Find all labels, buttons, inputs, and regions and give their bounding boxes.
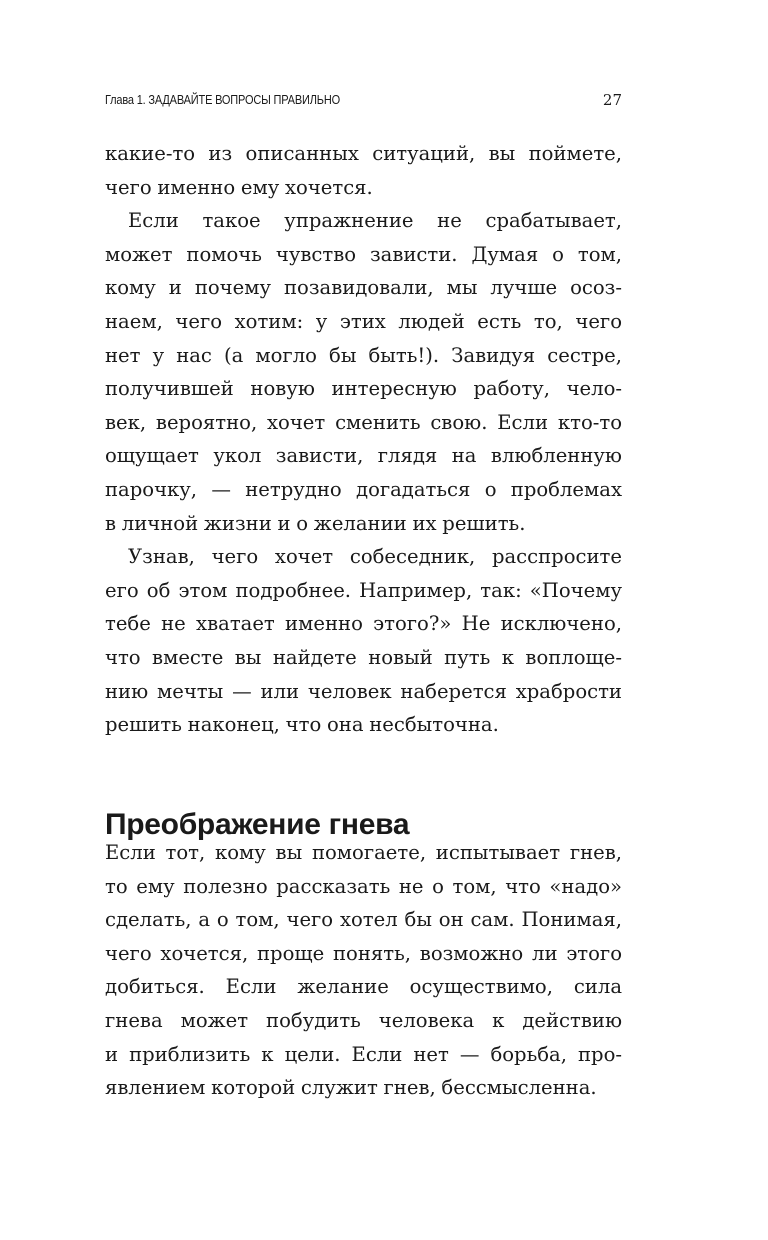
running-head [105, 93, 622, 115]
body-text-block-2 [105, 836, 622, 1105]
text-line: гнева может побудить человека к действию [105, 1008, 622, 1032]
text-line: сделать, а о том, чего хотел бы он сам. Понимая, [105, 908, 622, 932]
text-line: век, вероятно, хочет сменить свою. Если кто-то [105, 410, 622, 434]
text-line: нет у нас (а могло бы быть!). Завидуя сестре, [105, 343, 622, 367]
text-line: и приблизить к цели. Если нет — борьба, про- [105, 1042, 622, 1066]
book-page [105, 0, 622, 1240]
page-number: 27 [602, 91, 622, 109]
text-line: чего хочется, проще понять, возможно ли этого [105, 941, 622, 965]
text-line: нию мечты — или человек наберется храбрости [105, 679, 622, 703]
text-line: его об этом подробнее. Например, так: «Почему [105, 578, 622, 602]
text-line: Узнав, чего хочет собеседник, расспросите [128, 545, 622, 569]
text-line: что вместе вы найдете новый путь к воплоще- [105, 645, 622, 669]
text-line: тебе не хватает именно этого?» Не исключено, [105, 612, 622, 636]
text-line: явлением которой служит гнев, бессмысленна. [105, 1076, 597, 1100]
text-line: парочку, — нетрудно догадаться о проблемах [105, 477, 622, 501]
text-line: чего именно ему хочется. [105, 175, 373, 199]
text-line: наем, чего хотим: у этих людей есть то, чего [105, 309, 622, 333]
text-line: то ему полезно рассказать не о том, что «надо» [105, 874, 622, 898]
chapter-title: Глава 1. ЗАДАВАЙТЕ ВОПРОСЫ ПРАВИЛЬНО [105, 93, 340, 107]
text-line: ощущает укол зависти, глядя на влюбленную [105, 444, 622, 468]
text-line: решить наконец, что она несбыточна. [105, 713, 499, 737]
text-line: добиться. Если желание осуществимо, сила [105, 975, 622, 999]
body-text-block-1 [105, 137, 622, 742]
text-line: может помочь чувство зависти. Думая о том, [105, 242, 622, 266]
text-line: какие-то из описанных ситуаций, вы поймете, [105, 142, 622, 165]
text-line: получившей новую интересную работу, чело- [105, 377, 622, 401]
section-heading: Преображение гнева [105, 807, 410, 841]
text-line: Если тот, кому вы помогаете, испытывает гнев, [105, 841, 622, 864]
text-line: в личной жизни и о желании их решить. [105, 511, 526, 535]
text-line: кому и почему позавидовали, мы лучше осоз- [105, 276, 622, 300]
text-line: Если такое упражнение не срабатывает, [128, 209, 622, 233]
